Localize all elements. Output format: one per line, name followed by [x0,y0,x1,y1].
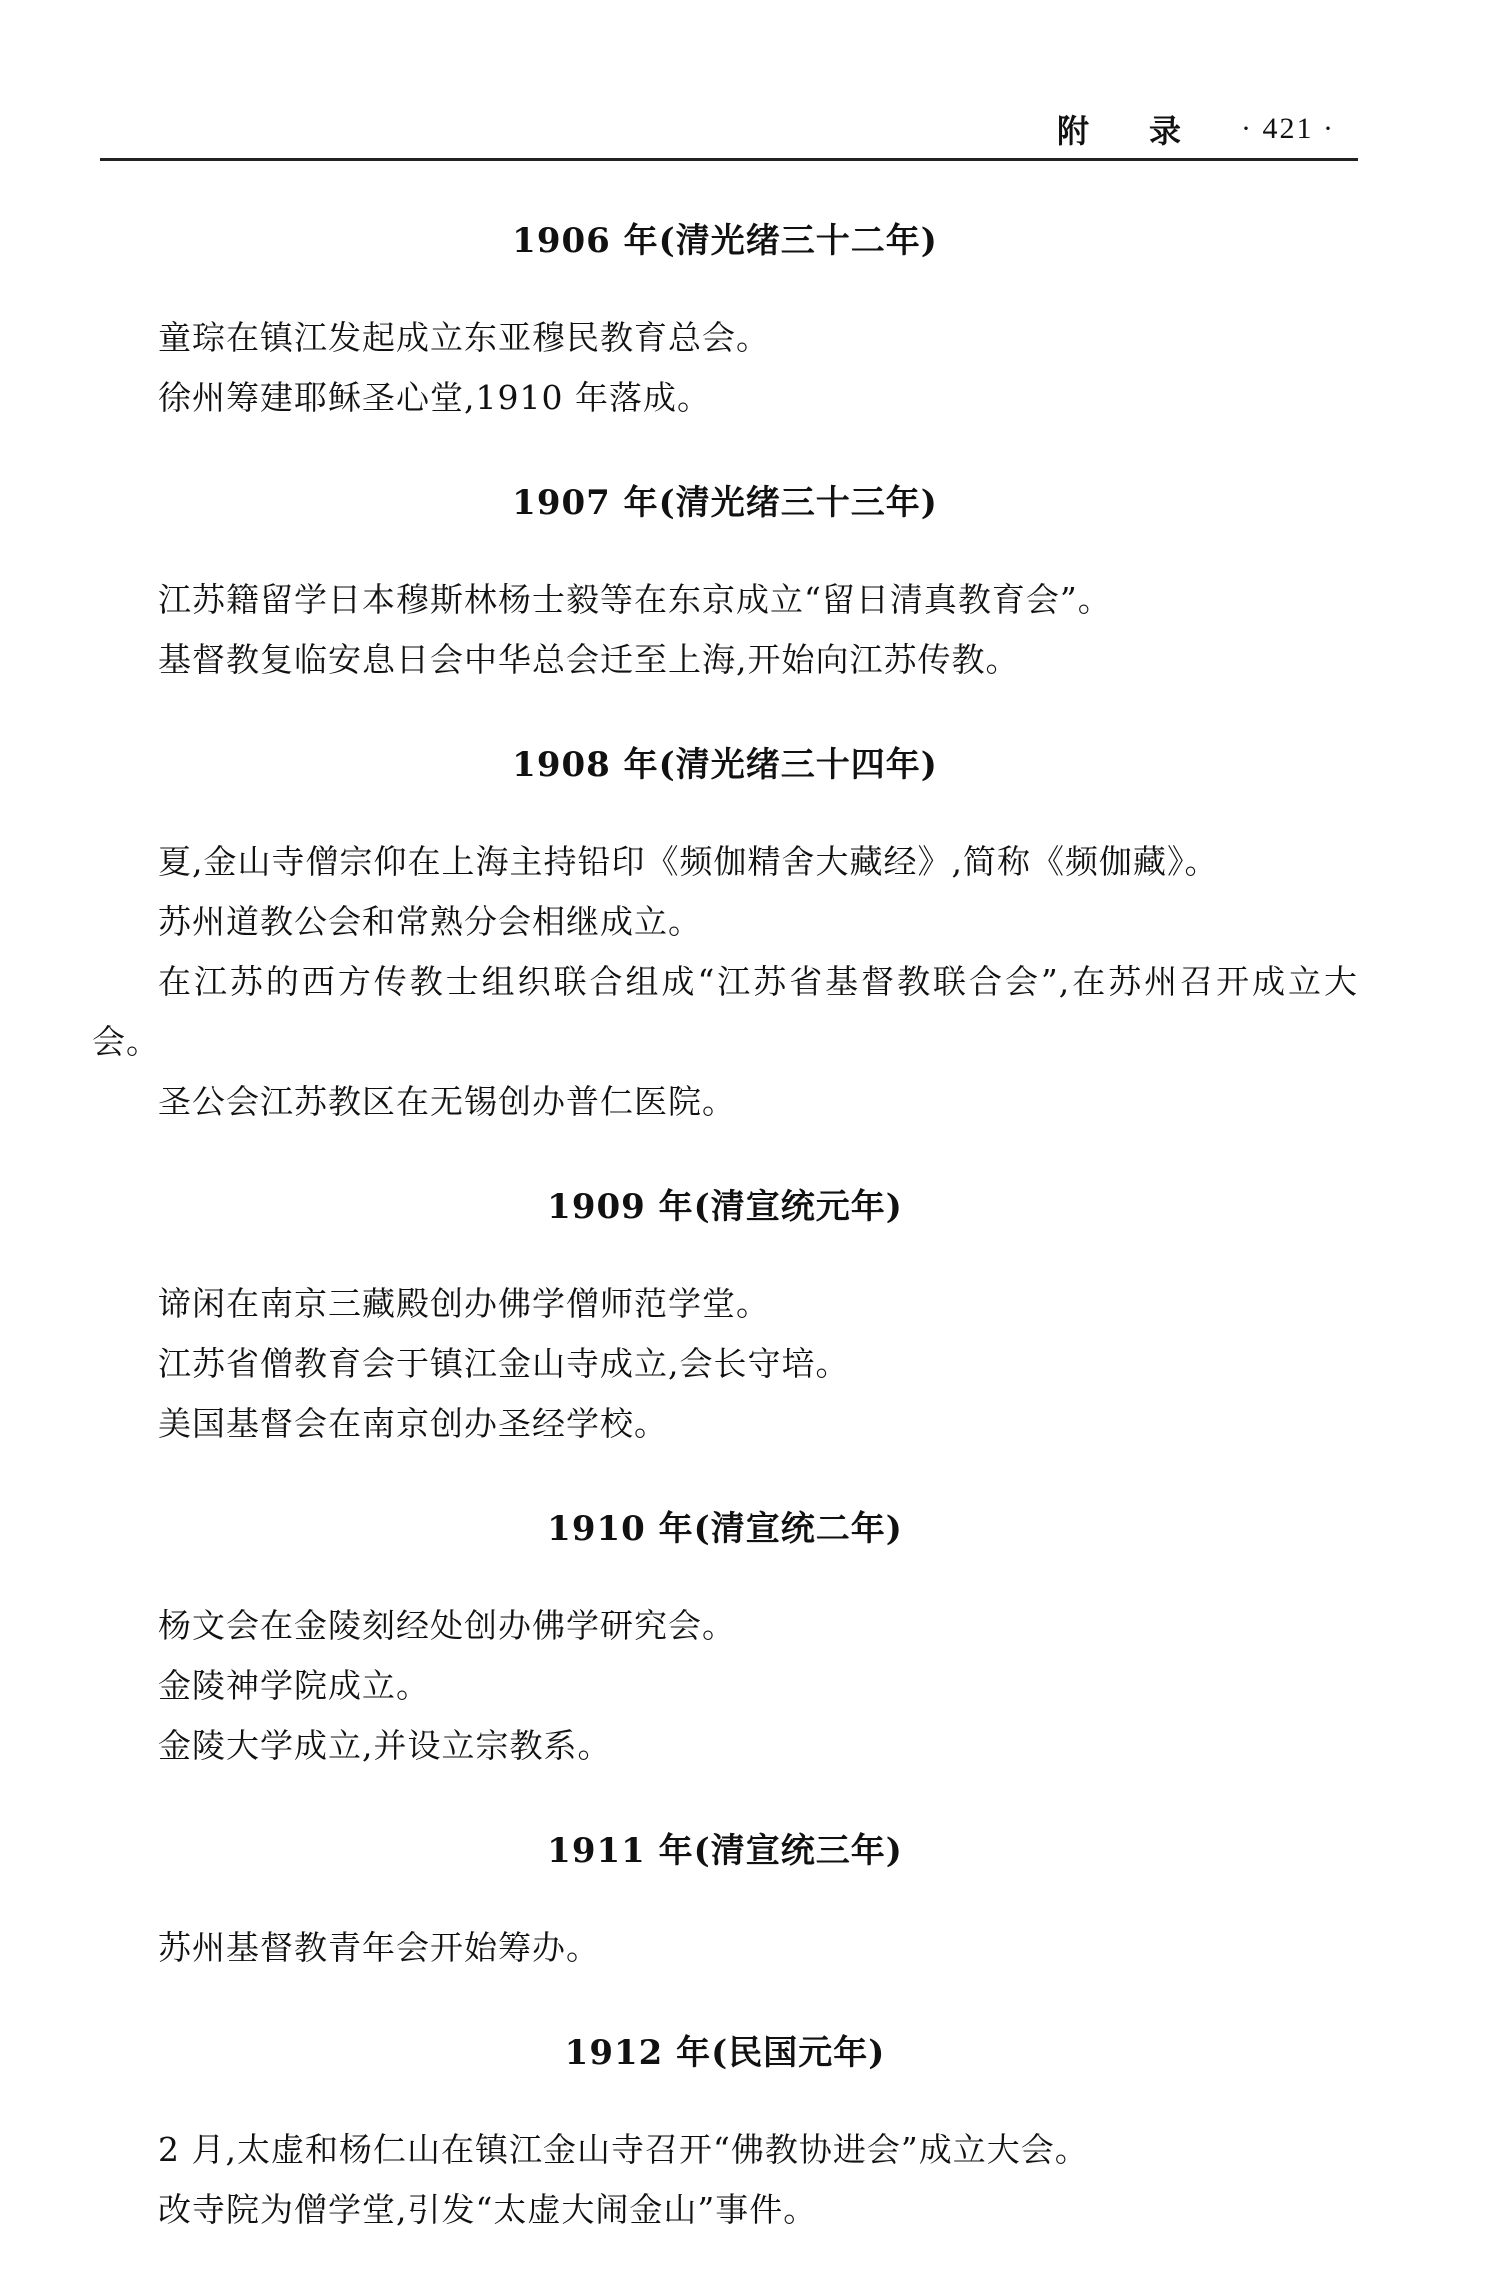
entry-list [92,1274,1358,1454]
year-section-1909 [92,1176,1358,1454]
entry-paragraph: 金陵神学院成立。 [158,1666,430,1705]
year-section-1908 [92,734,1358,1132]
entry-paragraph: 苏州基督教青年会开始筹办。 [158,1928,600,1967]
year-heading: 1907 年(清光绪三十三年) [512,483,938,523]
entry-paragraph: 杨文会在金陵刻经处创办佛学研究会。 [158,1606,736,1645]
entry-paragraph: 基督教复临安息日会中华总会迁至上海,开始向江苏传教。 [158,640,1020,679]
entry-list [92,308,1358,428]
entry-paragraph: 夏,金山寺僧宗仰在上海主持铅印《频伽精舍大藏经》,简称《频伽藏》。 [158,842,1219,881]
entry-paragraph: 江苏籍留学日本穆斯林杨士毅等在东京成立“留日清真教育会”。 [158,580,1112,619]
entry-paragraph: 童琮在镇江发起成立东亚穆民教育总会。 [158,318,770,357]
year-heading: 1909 年(清宣统元年) [547,1187,903,1227]
entry-list [92,832,1358,1132]
entry-paragraph: 圣公会江苏教区在无锡创办普仁医院。 [158,1082,736,1121]
year-heading: 1906 年(清光绪三十二年) [512,221,938,261]
entry-paragraph: 2 月,太虚和杨仁山在镇江金山寺召开“佛教协进会”成立大会。 [158,2130,1089,2169]
entry-list [92,1918,1358,1978]
entry-list [92,1596,1358,1776]
running-head [1057,104,1335,154]
page-number: · 421 · [1241,112,1335,145]
running-head-section: 附录 [1057,112,1242,150]
entry-paragraph: 改寺院为僧学堂,引发“太虚大闹金山”事件。 [158,2190,818,2229]
year-section-1910 [92,1498,1358,1776]
year-heading: 1911 年(清宣统三年) [547,1831,903,1871]
year-heading: 1912 年(民国元年) [564,2033,886,2073]
year-section-1912 [92,2022,1358,2240]
entry-paragraph: 在江苏的西方传教士组织联合组成“江苏省基督教联合会”,在苏州召开成立大会。 [92,962,1358,1061]
entry-list [92,2120,1358,2240]
year-heading: 1908 年(清光绪三十四年) [512,745,938,785]
chronology-content [92,210,1358,2284]
entry-paragraph: 美国基督会在南京创办圣经学校。 [158,1404,668,1443]
year-section-1907 [92,472,1358,690]
header-rule [100,158,1358,161]
year-section-1906 [92,210,1358,428]
year-heading: 1910 年(清宣统二年) [547,1509,903,1549]
entry-paragraph: 苏州道教公会和常熟分会相继成立。 [158,902,702,941]
entry-paragraph: 金陵大学成立,并设立宗教系。 [158,1726,612,1765]
entry-list [92,570,1358,690]
entry-paragraph: 江苏省僧教育会于镇江金山寺成立,会长守培。 [158,1344,850,1383]
year-section-1911 [92,1820,1358,1978]
entry-paragraph: 谛闲在南京三藏殿创办佛学僧师范学堂。 [158,1284,770,1323]
entry-paragraph: 徐州筹建耶稣圣心堂,1910 年落成。 [158,378,711,417]
